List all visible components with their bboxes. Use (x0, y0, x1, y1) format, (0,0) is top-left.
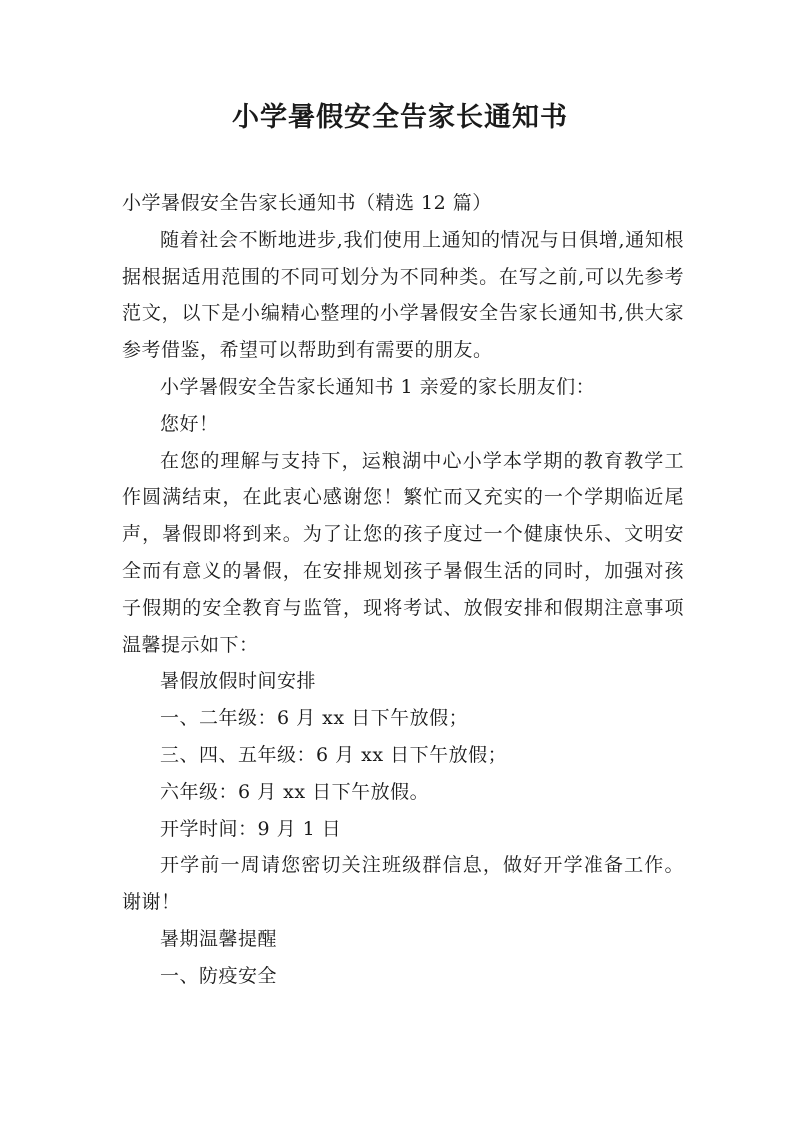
paragraph-grade-1-2: 一、二年级：6 月 xx 日下午放假； (160, 707, 469, 730)
paragraph-epidemic-safety: 一、防疫安全 (160, 964, 278, 987)
document-body (122, 185, 684, 995)
paragraph-main: 在您的理解与支持下，运粮湖中心小学本学期的教育教学工作圆满结束，在此衷心感谢您！繁忙而又充实的一个学期临近尾声，暑假即将到来。为了让您的孩子度过一个健康快乐、文明安全而有意义的暑假，在安排规划孩子暑假生活的同时，加强对孩子假期的安全教育与监管，现将考试、放假安排和假期注意事项温馨提示如下： (122, 449, 684, 656)
paragraph-subtitle: 小学暑假安全告家长通知书（精选 12 篇） (122, 192, 492, 214)
paragraph-grade-3-5: 三、四、五年级：6 月 xx 日下午放假； (160, 743, 508, 766)
document-title: 小学暑假安全告家长通知书 (232, 102, 568, 133)
paragraph-schedule-heading: 暑假放假时间安排 (160, 670, 317, 693)
paragraph-prep-note: 开学前一周请您密切关注班级群信息，做好开学准备工作。谢谢！ (122, 854, 684, 914)
paragraph-grade-6: 六年级：6 月 xx 日下午放假。 (160, 780, 430, 803)
paragraph-school-start: 开学时间：9 月 1 日 (160, 817, 342, 840)
paragraph-section-heading: 小学暑假安全告家长通知书 1 亲爱的家长朋友们： (160, 375, 596, 398)
paragraph-greeting: 您好！ (160, 412, 219, 435)
paragraph-reminder-heading: 暑期温馨提醒 (160, 927, 278, 950)
paragraph-intro: 随着社会不断地进步,我们使用上通知的情况与日俱增,通知根据根据适用范围的不同可划分为不同种类。在写之前,可以先参考范文，以下是小编精心整理的小学暑假安全告家长通知书,供大家参考借鉴，希望可以帮助到有需要的朋友。 (122, 228, 684, 362)
